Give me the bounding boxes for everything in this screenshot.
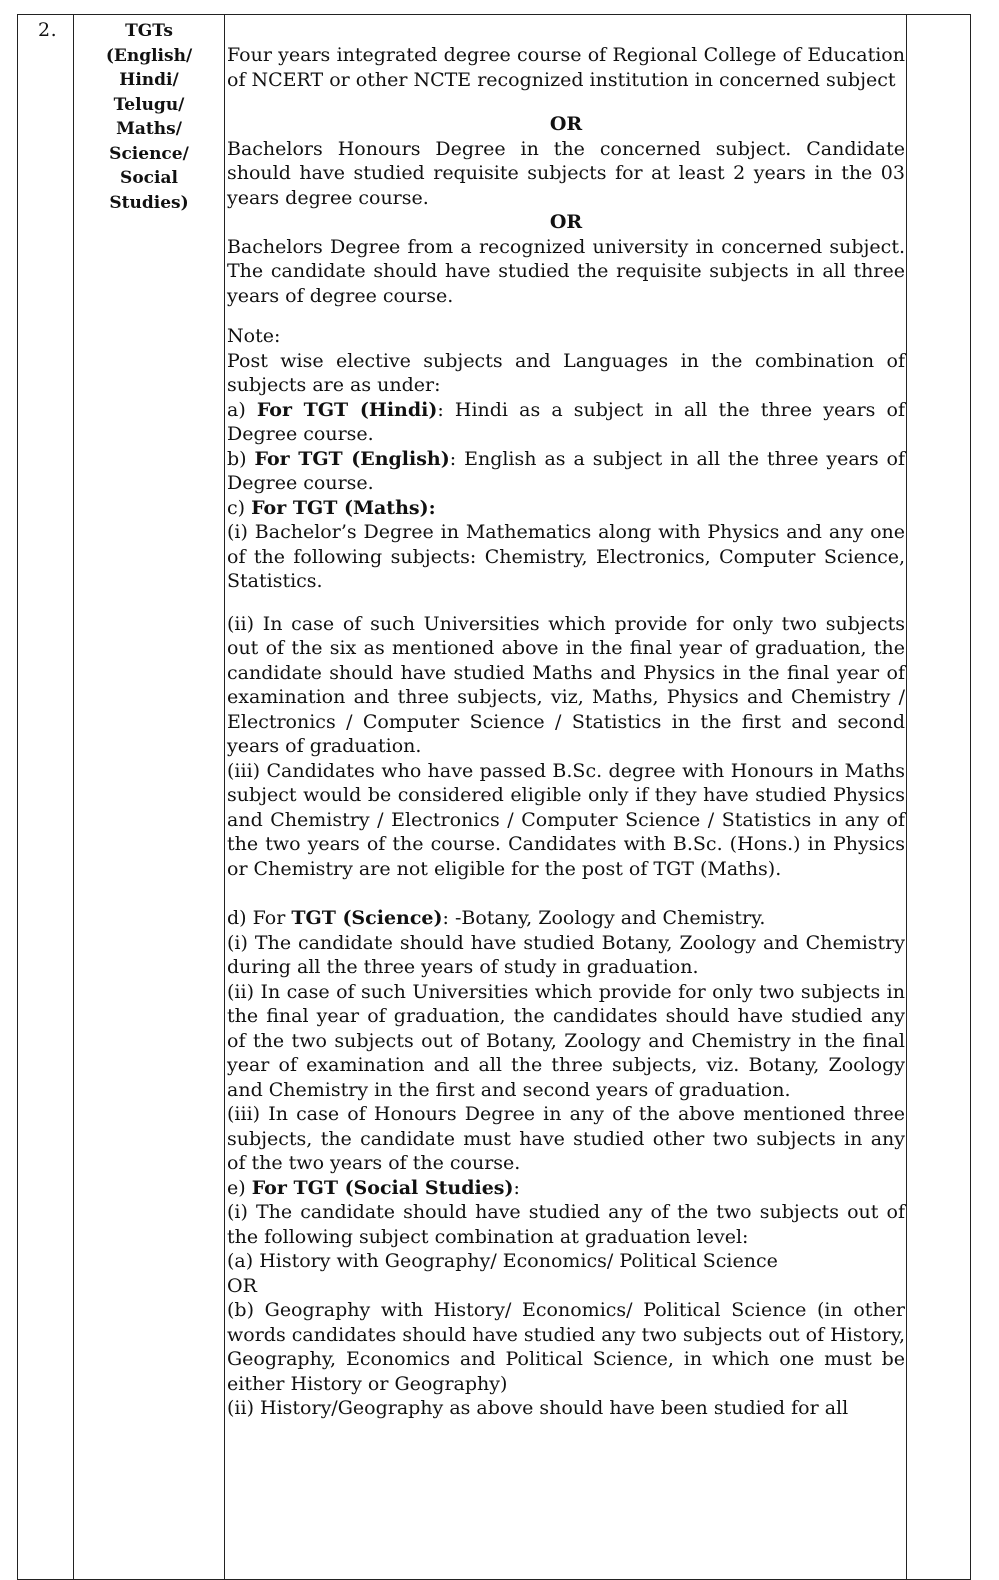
- maths-clause-iii: (iii) Candidates who have passed B.Sc. degree with Honours in Maths subject would be considered eligible only if they have studied Physics and Chemistry / Electronics / Computer Science / Statistics in any of the two years of the course. Candidates with B.Sc. (Hons.) in Physics or Chemistry are not eligible for the post of TGT (Maths).: [227, 759, 905, 880]
- item-text: : Hindi as a subject in all the three years of Degree course.: [227, 398, 905, 445]
- science-clause-i: (i) The candidate should have studied Botany, Zoology and Chemistry during all the three years of study in graduation.: [227, 931, 905, 978]
- item-heading: For TGT (Maths):: [251, 496, 436, 519]
- post-line: Social: [120, 168, 178, 188]
- note-title: Note:: [227, 325, 281, 347]
- qualification-option-1: Four years integrated degree course of Regional College of Education of NCERT or other NCTE recognized institution in concerned subject: [227, 44, 905, 91]
- post-line: Hindi/: [119, 70, 179, 90]
- post-line: Studies): [109, 192, 189, 213]
- item-text: : -Botany, Zoology and Chemistry.: [442, 907, 766, 929]
- note-item-english: [227, 447, 905, 496]
- or-separator: OR: [549, 211, 583, 233]
- item-prefix: c): [227, 496, 252, 519]
- maths-clause-i: (i) Bachelor’s Degree in Mathematics along with Physics and any one of the following subjects: Chemistry, Electronics, Computer Science, Statistics.: [227, 521, 905, 592]
- post-name: [76, 19, 222, 215]
- social-option-a: (a) History with Geography/ Economics/ Political Science: [227, 1250, 778, 1272]
- item-text: : English as a subject in all the three years of Degree course.: [227, 447, 905, 494]
- post-line: TGTs: [125, 21, 173, 41]
- item-prefix: d) For: [227, 907, 292, 929]
- post-line: Maths/: [116, 119, 182, 139]
- note-intro: Post wise elective subjects and Languages in the combination of subjects are as under:: [227, 349, 905, 396]
- note-item-hindi: [227, 398, 905, 447]
- science-clause-ii: (ii) In case of such Universities which provide for only two subjects in the final year of graduation, the candidates should have studied any of the two subjects out of Botany, Zoology and Chemistry in the final year of examination and all the three subjects, viz. Botany, Zoology and Chemistry in the first and second years of graduation.: [227, 980, 905, 1101]
- item-prefix: e): [227, 1176, 252, 1199]
- social-clause-i: (i) The candidate should have studied any of the two subjects out of the following subject combination at graduation level:: [227, 1201, 905, 1248]
- item-heading: TGT (Science): [291, 907, 443, 929]
- item-heading: For TGT (Hindi): [256, 398, 438, 421]
- item-heading: For TGT (Social Studies): [251, 1176, 514, 1199]
- post-line: Science/: [109, 143, 189, 164]
- or-separator: OR: [549, 113, 583, 135]
- qualification-table: [17, 14, 971, 1580]
- item-prefix: b): [227, 447, 255, 470]
- or-separator-inline: OR: [227, 1274, 257, 1297]
- social-option-b: (b) Geography with History/ Economics/ Political Science (in other words candidates should have studied any two subjects out of History, Geography, Economics and Political Science, in which one must be either History or Geography): [227, 1299, 905, 1395]
- item-text: :: [513, 1176, 520, 1199]
- science-clause-iii: (iii) In case of Honours Degree in any of the above mentioned three subjects, the candidate must have studied other two subjects in any of the two years of the course.: [227, 1103, 905, 1174]
- note-item-science: [227, 906, 905, 931]
- note-item-social-studies: [227, 1176, 905, 1201]
- column-divider: [224, 15, 225, 1579]
- qualification-option-2: Bachelors Honours Degree in the concerned subject. Candidate should have studied requisite subjects for at least 2 years in the 03 years degree course.: [227, 137, 905, 209]
- column-divider: [73, 15, 74, 1579]
- note-item-maths: [227, 496, 905, 521]
- qualification-text: [227, 43, 905, 1421]
- item-prefix: a): [227, 398, 257, 421]
- post-line: (English/: [105, 45, 193, 66]
- qualification-option-3: Bachelors Degree from a recognized university in concerned subject. The candidate should have studied the requisite subjects in all three years of degree course.: [227, 235, 905, 307]
- maths-clause-ii: (ii) In case of such Universities which provide for only two subjects out of the six as mentioned above in the final year of graduation, the candidate should have studied Maths and Physics in the final year of examination and three subjects, viz, Maths, Physics and Chemistry / Electronics / Computer Science / Statistics in the first and second years of graduation.: [227, 612, 905, 757]
- post-line: Telugu/: [113, 94, 185, 115]
- column-divider: [906, 15, 907, 1579]
- item-heading: For TGT (English): [254, 447, 450, 470]
- social-clause-ii: (ii) History/Geography as above should have been studied for all: [227, 1397, 849, 1419]
- serial-number: 2.: [38, 19, 58, 41]
